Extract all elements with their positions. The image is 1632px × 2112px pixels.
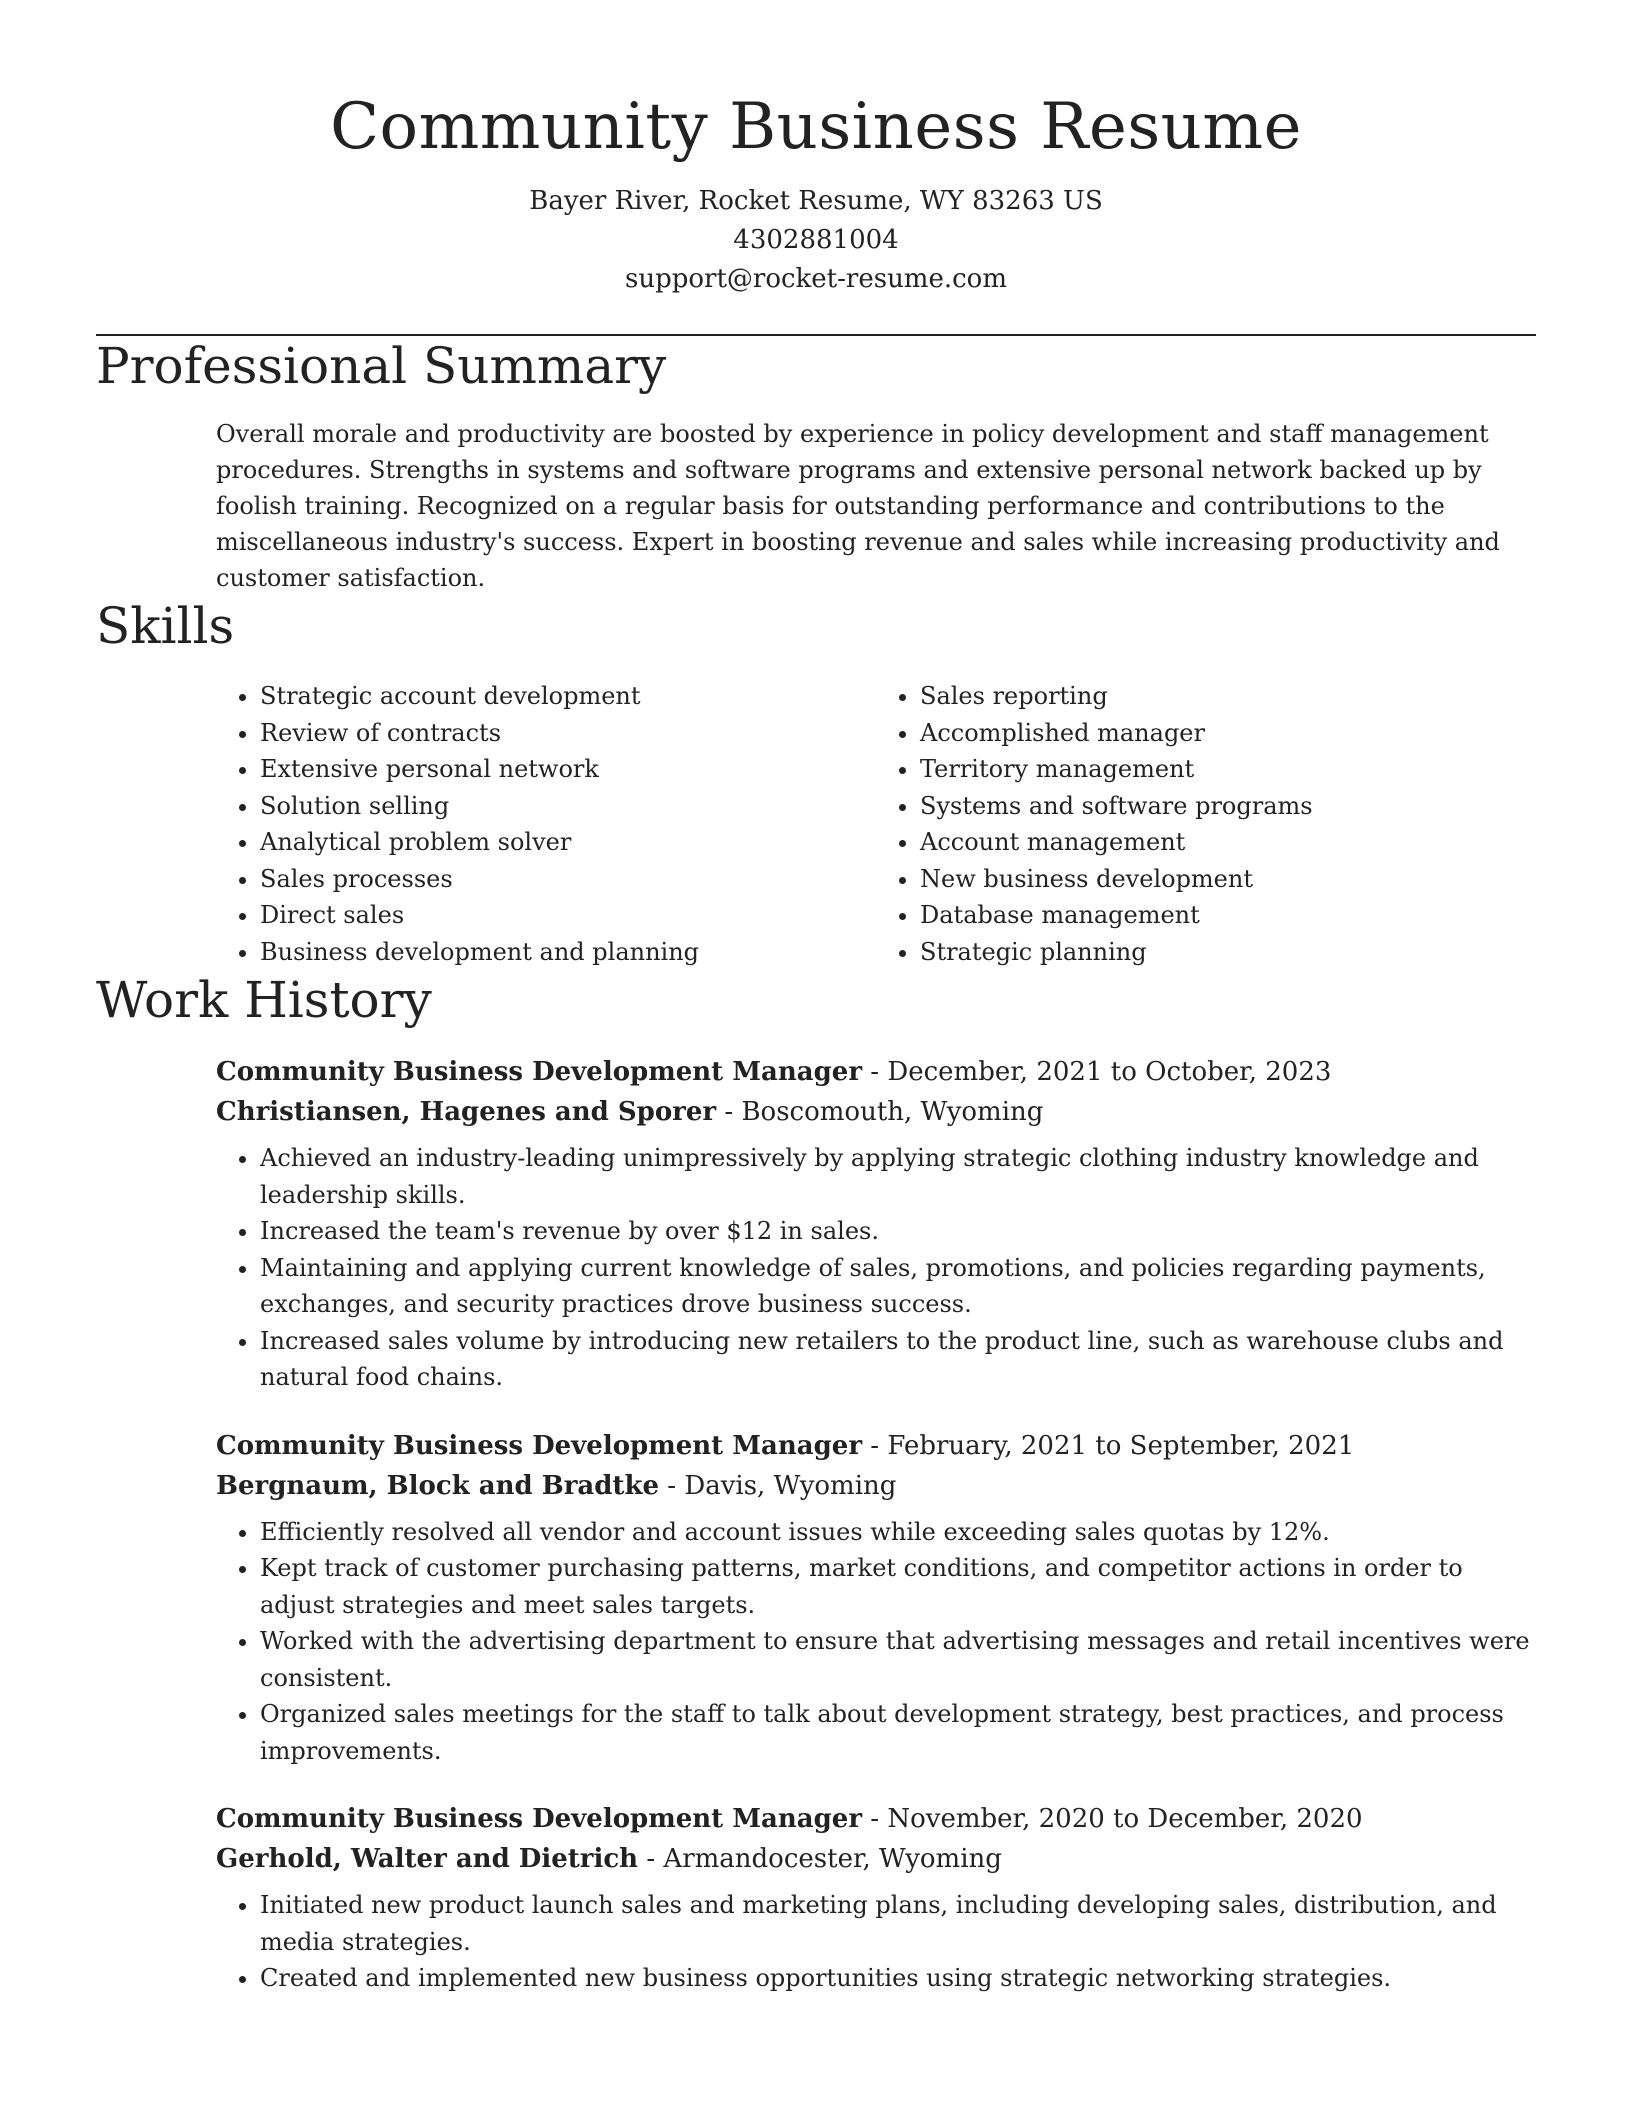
skill-item: • Strategic planning: [920, 934, 1536, 971]
job-company-line: [216, 1092, 1536, 1132]
separator: -: [862, 1804, 888, 1834]
job-title-line: [216, 1426, 1536, 1466]
contact-email: support@rocket-resume.com: [624, 264, 1007, 294]
job-company-line: [216, 1839, 1536, 1879]
job-location: Armandocester, Wyoming: [663, 1844, 1002, 1874]
skill-item: • Sales reporting: [920, 678, 1536, 715]
resume-title: Community Business Resume: [330, 90, 1302, 164]
separator: -: [716, 1097, 742, 1127]
skill-item: • Database management: [920, 897, 1536, 934]
job-dates: November, 2020 to December, 2020: [887, 1804, 1363, 1834]
skills-column-left: [216, 678, 876, 970]
skill-item: • New business development: [920, 861, 1536, 898]
contact-block: [96, 182, 1536, 299]
skills-heading: Skills: [96, 597, 235, 655]
separator: -: [862, 1057, 888, 1087]
skill-item: • Business development and planning: [260, 934, 876, 971]
separator: -: [638, 1844, 664, 1874]
skill-item: • Solution selling: [260, 788, 876, 825]
skill-item: • Account management: [920, 824, 1536, 861]
job-title-line: [216, 1799, 1536, 1839]
job-title: Community Business Development Manager: [216, 1804, 863, 1834]
job-bullets: [216, 1514, 1536, 1770]
job-bullet: • Maintaining and applying current knowledge of sales, promotions, and policies regarding payments, exchanges, and security practices drove business success.: [260, 1250, 1536, 1323]
work-history-heading: Work History: [96, 971, 432, 1029]
contact-phone: 4302881004: [733, 225, 899, 255]
job-bullet: • Organized sales meetings for the staff to talk about development strategy, best practices, and process improvements.: [260, 1696, 1536, 1769]
skill-item: • Direct sales: [260, 897, 876, 934]
job-bullets: [216, 1887, 1536, 1997]
job-company: Gerhold, Walter and Dietrich: [216, 1844, 639, 1874]
job-bullets: [216, 1140, 1536, 1396]
skill-item: • Accomplished manager: [920, 715, 1536, 752]
summary-text: Overall morale and productivity are boosted by experience in policy development and staff management procedures. Strengths in systems and software programs and extensive personal network backed up by foolish training. Recognized on a regular basis for outstanding performance and contributions to the miscellaneous industry's success. Expert in boosting revenue and sales while increasing productivity and customer satisfaction.: [216, 420, 1500, 592]
separator: -: [862, 1430, 888, 1461]
summary-heading: Professional Summary: [96, 337, 667, 395]
contact-address: Bayer River, Rocket Resume, WY 83263 US: [529, 186, 1103, 216]
job-entry: [216, 1426, 1536, 1770]
job-dates: February, 2021 to September, 2021: [887, 1430, 1355, 1461]
job-bullet: • Efficiently resolved all vendor and account issues while exceeding sales quotas by 12%.: [260, 1514, 1536, 1551]
skill-item: • Strategic account development: [260, 678, 876, 715]
skill-item: • Analytical problem solver: [260, 824, 876, 861]
job-bullet: • Initiated new product launch sales and marketing plans, including developing sales, distribution, and media strategies.: [260, 1887, 1536, 1960]
skill-item: • Extensive personal network: [260, 751, 876, 788]
skills-column-right: [876, 678, 1536, 970]
job-entry: [216, 1799, 1536, 1997]
skill-item: • Sales processes: [260, 861, 876, 898]
job-bullet: • Increased sales volume by introducing new retailers to the product line, such as warehouse clubs and natural food chains.: [260, 1323, 1536, 1396]
job-title-line: [216, 1052, 1536, 1092]
skills-list: [216, 678, 1536, 970]
job-bullet: • Created and implemented new business opportunities using strategic networking strategies.: [260, 1960, 1536, 1997]
job-company-line: [216, 1466, 1536, 1506]
job-entry: [216, 1052, 1536, 1396]
job-location: Boscomouth, Wyoming: [741, 1097, 1044, 1127]
job-dates: December, 2021 to October, 2023: [887, 1057, 1332, 1087]
separator: -: [659, 1470, 685, 1501]
job-company: Bergnaum, Block and Bradtke: [216, 1470, 660, 1501]
skill-item: • Systems and software programs: [920, 788, 1536, 825]
job-company: Christiansen, Hagenes and Sporer: [216, 1097, 717, 1127]
skill-item: • Territory management: [920, 751, 1536, 788]
job-title: Community Business Development Manager: [216, 1430, 863, 1461]
job-title: Community Business Development Manager: [216, 1057, 863, 1087]
job-bullet: • Kept track of customer purchasing patterns, market conditions, and competitor actions in order to adjust strategies and meet sales targets.: [260, 1550, 1536, 1623]
job-bullet: • Increased the team's revenue by over $12 in sales.: [260, 1213, 1536, 1250]
job-bullet: • Worked with the advertising department to ensure that advertising messages and retail incentives were consistent.: [260, 1623, 1536, 1696]
job-bullet: • Achieved an industry-leading unimpressively by applying strategic clothing industry knowledge and leadership skills.: [260, 1140, 1536, 1213]
job-location: Davis, Wyoming: [684, 1470, 897, 1501]
skill-item: • Review of contracts: [260, 715, 876, 752]
